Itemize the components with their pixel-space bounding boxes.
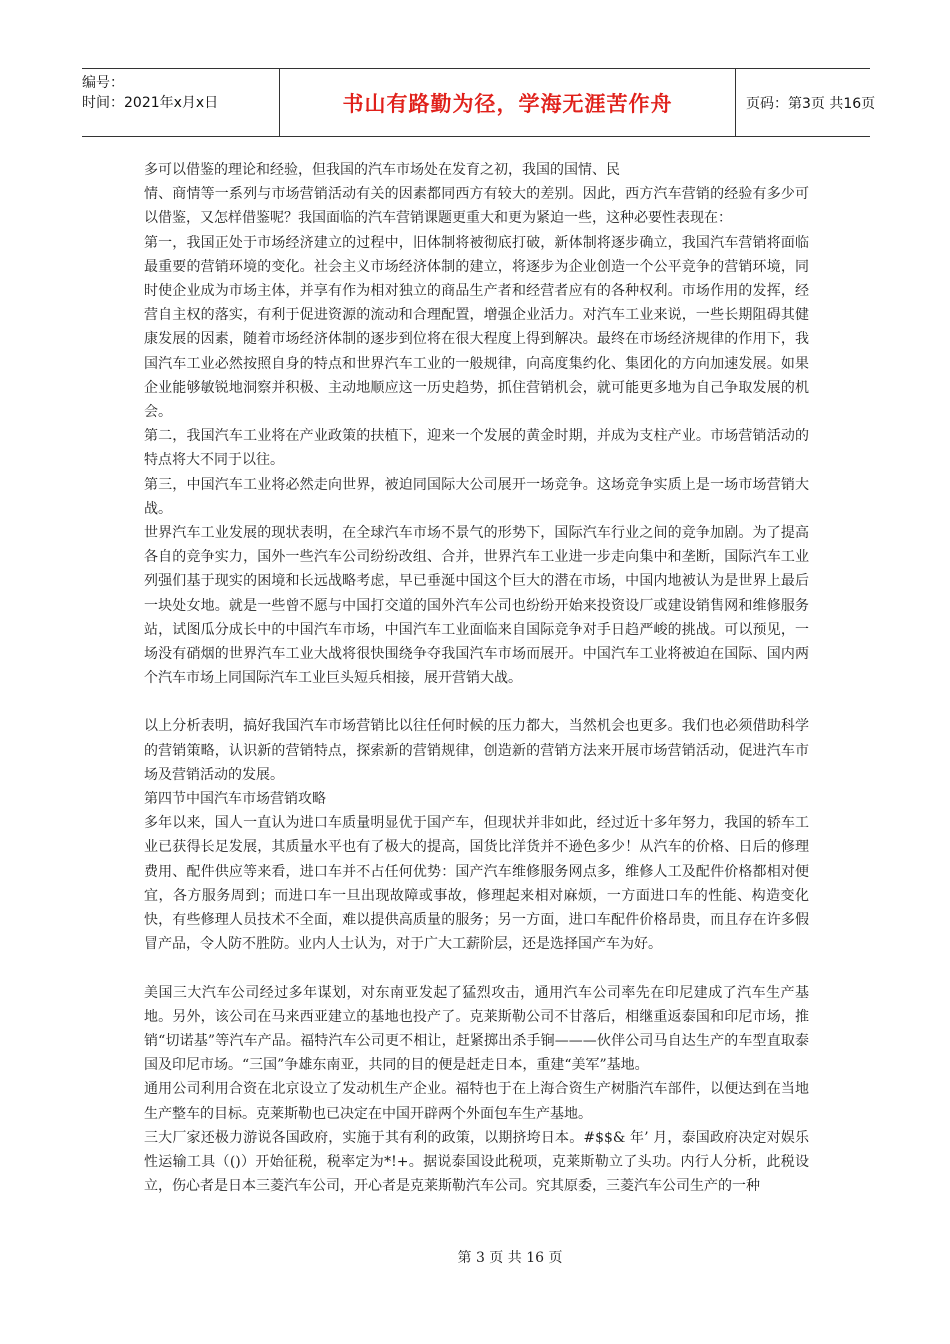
paragraph: 情、商情等一系列与市场营销活动有关的因素都同西方有较大的差别。因此，西方汽车营销的经验有多少可以借鉴，又怎样借鉴呢？我国面临的汽车营销课题更重大和更为紧迫一些，这种必要性表现在： (144, 186, 809, 227)
paragraph: 三大厂家还极力游说各国政府，实施于其有利的政策，以期挤垮日本。#$$& 年’ 月，泰国政府决定对娱乐性运输工具（()）开始征税，税率定为*!+。据说泰国设此税项，克莱斯勒立了头功。内行人分析，此税设立，伤心者是日本三菱汽车公司，开心者是克莱斯勒汽车公司。究其原委，三菱汽车公司生产的一种 (144, 1129, 809, 1195)
motto-text: 书山有路勤为径，学海无涯苦作舟 (342, 91, 673, 116)
page-footer: 第 3 页 共 16 页 (457, 1250, 563, 1266)
paragraph: 美国三大汽车公司经过多年谋划，对东南亚发起了猛烈攻击，通用汽车公司率先在印尼建成了汽车生产基地。另外，该公司在马来西亚建立的基地也投产了。克莱斯勒公司不甘落后，相继重返泰国和印尼市场，推销“切诺基”等汽车产品。福特汽车公司更不相让，赶紧掷出杀手锏———伙伴公司马自达生产的车型直取泰国及印尼市场。“三国”争雄东南亚，共同的目的便是赶走日本，重建“美军”基地。 (144, 984, 809, 1074)
paragraph: 第三，中国汽车工业将必然走向世界，被迫同国际大公司展开一场竞争。这场竞争实质上是一场市场营销大战。 (144, 476, 809, 517)
number-label: 编号： (82, 75, 124, 91)
header-page-info: 页码：第3页 共16页 (746, 95, 876, 112)
section-heading: 第四节中国汽车市场营销攻略 (144, 791, 326, 808)
document-body (144, 158, 809, 1198)
paragraph: 多年以来，国人一直认为进口车质量明显优于国产车，但现状并非如此，经过近十多年努力，我国的轿车工业已获得长足发展，其质量水平也有了极大的提高，国货比洋货并不逊色多少！从汽车的价格、日后的修理费用、配件供应等来看，进口车并不占任何优势：国产汽车维修服务网点多，维修人工及配件价格都相对便宜，各方服务周到；而进口车一旦出现故障或事故，修理起来相对麻烦，一方面进口车的性能、构造变化快，有些修理人员技术不全面，难以提供高质量的服务；另一方面，进口车配件价格昂贵，而且存在许多假冒产品，令人防不胜防。业内人士认为，对于广大工薪阶层，还是选择国产车为好。 (144, 815, 809, 953)
paragraph: 第二，我国汽车工业将在产业政策的扶植下，迎来一个发展的黄金时期，并成为支柱产业。市场营销活动的特点将大不同于以往。 (144, 428, 809, 469)
paragraph: 以上分析表明，搞好我国汽车市场营销比以往任何时候的压力都大，当然机会也更多。我们也必须借助科学的营销策略，认识新的营销特点，探索新的营销规律，创造新的营销方法来开展市场营销活动，促进汽车市场及营销活动的发展。 (144, 718, 809, 783)
paragraph: 第一，我国正处于市场经济建立的过程中，旧体制将被彻底打破，新体制将逐步确立，我国汽车营销将面临最重要的营销环境的变化。社会主义市场经济体制的建立，将逐步为企业创造一个公平竞争的营销环境，同时使企业成为市场主体，并享有作为相对独立的商品生产者和经营者应有的各种权利。市场作用的发挥，经营自主权的落实，有利于促进资源的流动和合理配置，增强企业活力。对汽车工业来说，一些长期阻碍其健康发展的因素，随着市场经济体制的逐步到位将在很大程度上得到解决。最终在市场经济规律的作用下，我国汽车工业必然按照自身的特点和世界汽车工业的一般规律，向高度集约化、集团化的方向加速发展。如果企业能够敏锐地洞察并积极、主动地顺应这一历史趋势，抓住营销机会，就可能更多地为自己争取发展的机会。 (144, 234, 809, 421)
paragraph: 世界汽车工业发展的现状表明，在全球汽车市场不景气的形势下，国际汽车行业之间的竞争加剧。为了提高各自的竞争实力，国外一些汽车公司纷纷改组、合并，世界汽车工业进一步走向集中和垄断，国际汽车工业列强们基于现实的困境和长远战略考虑，早已垂涎中国这个巨大的潜在市场，中国内地被认为是世界上最后一块处女地。就是一些曾不愿与中国打交道的国外汽车公司也纷纷开始来投资设厂或建设销售网和维修服务站，试图瓜分成长中的中国汽车市场，中国汽车工业面临来自国际竞争对手日趋严峻的挑战。可以预见，一场没有硝烟的世界汽车工业大战将很快围绕争夺我国汽车市场而展开。中国汽车工业将被迫在国际、国内两个汽车市场上同国际汽车工业巨头短兵相接，展开营销大战。 (144, 525, 809, 687)
header-meta (82, 69, 279, 136)
time-label: 时间：2021年x月x日 (82, 95, 219, 111)
page-header (82, 68, 876, 137)
paragraph: 多可以借鉴的理论和经验，但我国的汽车市场处在发育之初，我国的国情、民 (144, 162, 620, 178)
paragraph: 通用公司利用合资在北京设立了发动机生产企业。福特也于在上海合资生产树脂汽车部件，以便达到在当地生产整车的目标。克莱斯勒也已决定在中国开辟两个外面包车生产基地。 (144, 1081, 809, 1122)
paragraph-gap (144, 957, 809, 981)
header-motto-cell (279, 69, 736, 136)
paragraph-gap (144, 690, 809, 714)
